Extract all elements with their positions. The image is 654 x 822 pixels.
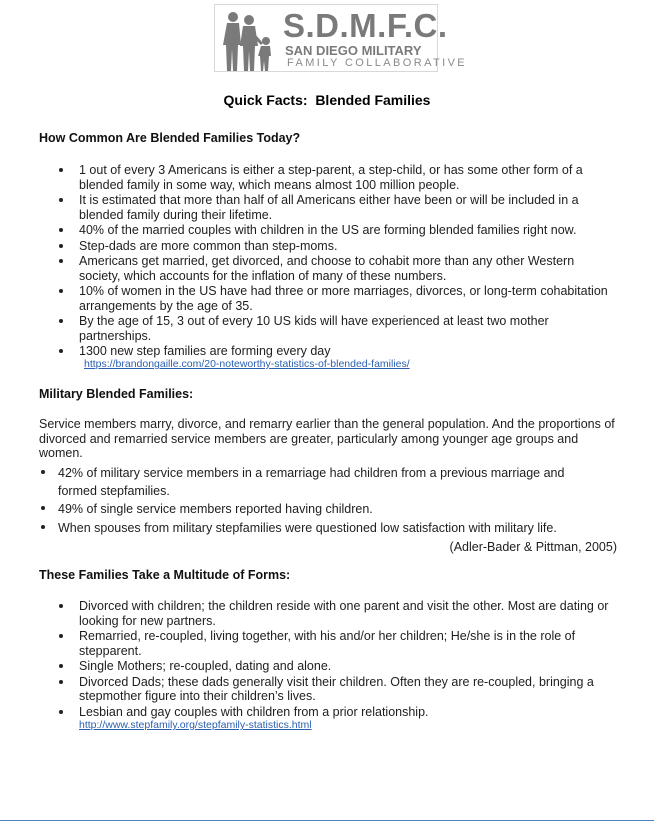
source-link-brandongaille[interactable]: https://brandongaille.com/20-noteworthy-statistics-of-blended-families/	[84, 358, 410, 370]
logo-subtitle-2: FAMILY COLLABORATIVE	[287, 57, 468, 69]
footer-divider	[0, 820, 654, 821]
list-item: 42% of military service members in a remarriage had children from a previous marriage and formed stepfamilies.	[39, 465, 599, 500]
section1-list	[39, 163, 609, 360]
list-item: Single Mothers; re-coupled, dating and alone.	[39, 659, 617, 674]
list-item: 1 out of every 3 Americans is either a step-parent, a step-child, or has some other form of a blended family in some way, which means almost 100 million people.	[39, 163, 609, 192]
list-item: 10% of women in the US have had three or more marriages, divorces, or long-term cohabitation arrangements by the age of 35.	[39, 284, 609, 313]
section2-paragraph: Service members marry, divorce, and remarry earlier than the general population. And the proportions of divorced and remarried service members are greater, particularly among younger age groups and women.	[39, 417, 615, 460]
list-item: Divorced with children; the children reside with one parent and visit the other. Most are dating or looking for new partners.	[39, 599, 617, 628]
list-item: By the age of 15, 3 out of every 10 US kids will have experienced at least two mother partnerships.	[39, 314, 609, 343]
section1-heading: How Common Are Blended Families Today?	[39, 131, 301, 145]
section3-list	[39, 599, 617, 720]
list-item: 1300 new step families are forming every day	[39, 344, 609, 359]
section3-heading: These Families Take a Multitude of Forms:	[39, 568, 291, 582]
section2-list	[39, 465, 599, 538]
logo-title: S.D.M.F.C.	[283, 7, 448, 44]
list-item: Step-dads are more common than step-moms.	[39, 239, 609, 254]
source-link-stepfamily[interactable]: http://www.stepfamily.org/stepfamily-statistics.html	[79, 719, 312, 731]
section2-heading: Military Blended Families:	[39, 387, 194, 401]
logo-subtitle-1: SAN DIEGO MILITARY	[285, 43, 422, 58]
sdmfc-logo	[214, 4, 468, 72]
list-item: 40% of the married couples with children in the US are forming blended families right now.	[39, 223, 609, 238]
document-title: Quick Facts: Blended Families	[223, 92, 431, 108]
family-silhouette-icon	[219, 11, 277, 73]
list-item: 49% of single service members reported having children.	[39, 501, 599, 519]
list-item: It is estimated that more than half of all Americans either have been or will be included in a blended family during their lifetime.	[39, 193, 609, 222]
list-item: Lesbian and gay couples with children from a prior relationship.	[39, 705, 617, 720]
list-item: Divorced Dads; these dads generally visit their children. Often they are re-coupled, bringing a stepmother figure into their children’s lives.	[39, 675, 617, 704]
list-item: When spouses from military stepfamilies were questioned low satisfaction with military life.	[39, 520, 599, 538]
list-item: Remarried, re-coupled, living together, with his and/or her children; He/she is in the role of stepparent.	[39, 629, 617, 658]
citation: (Adler-Bader & Pittman, 2005)	[449, 540, 617, 554]
list-item: Americans get married, get divorced, and choose to cohabit more than any other Western society, which accounts for the inflation of many of these numbers.	[39, 254, 609, 283]
